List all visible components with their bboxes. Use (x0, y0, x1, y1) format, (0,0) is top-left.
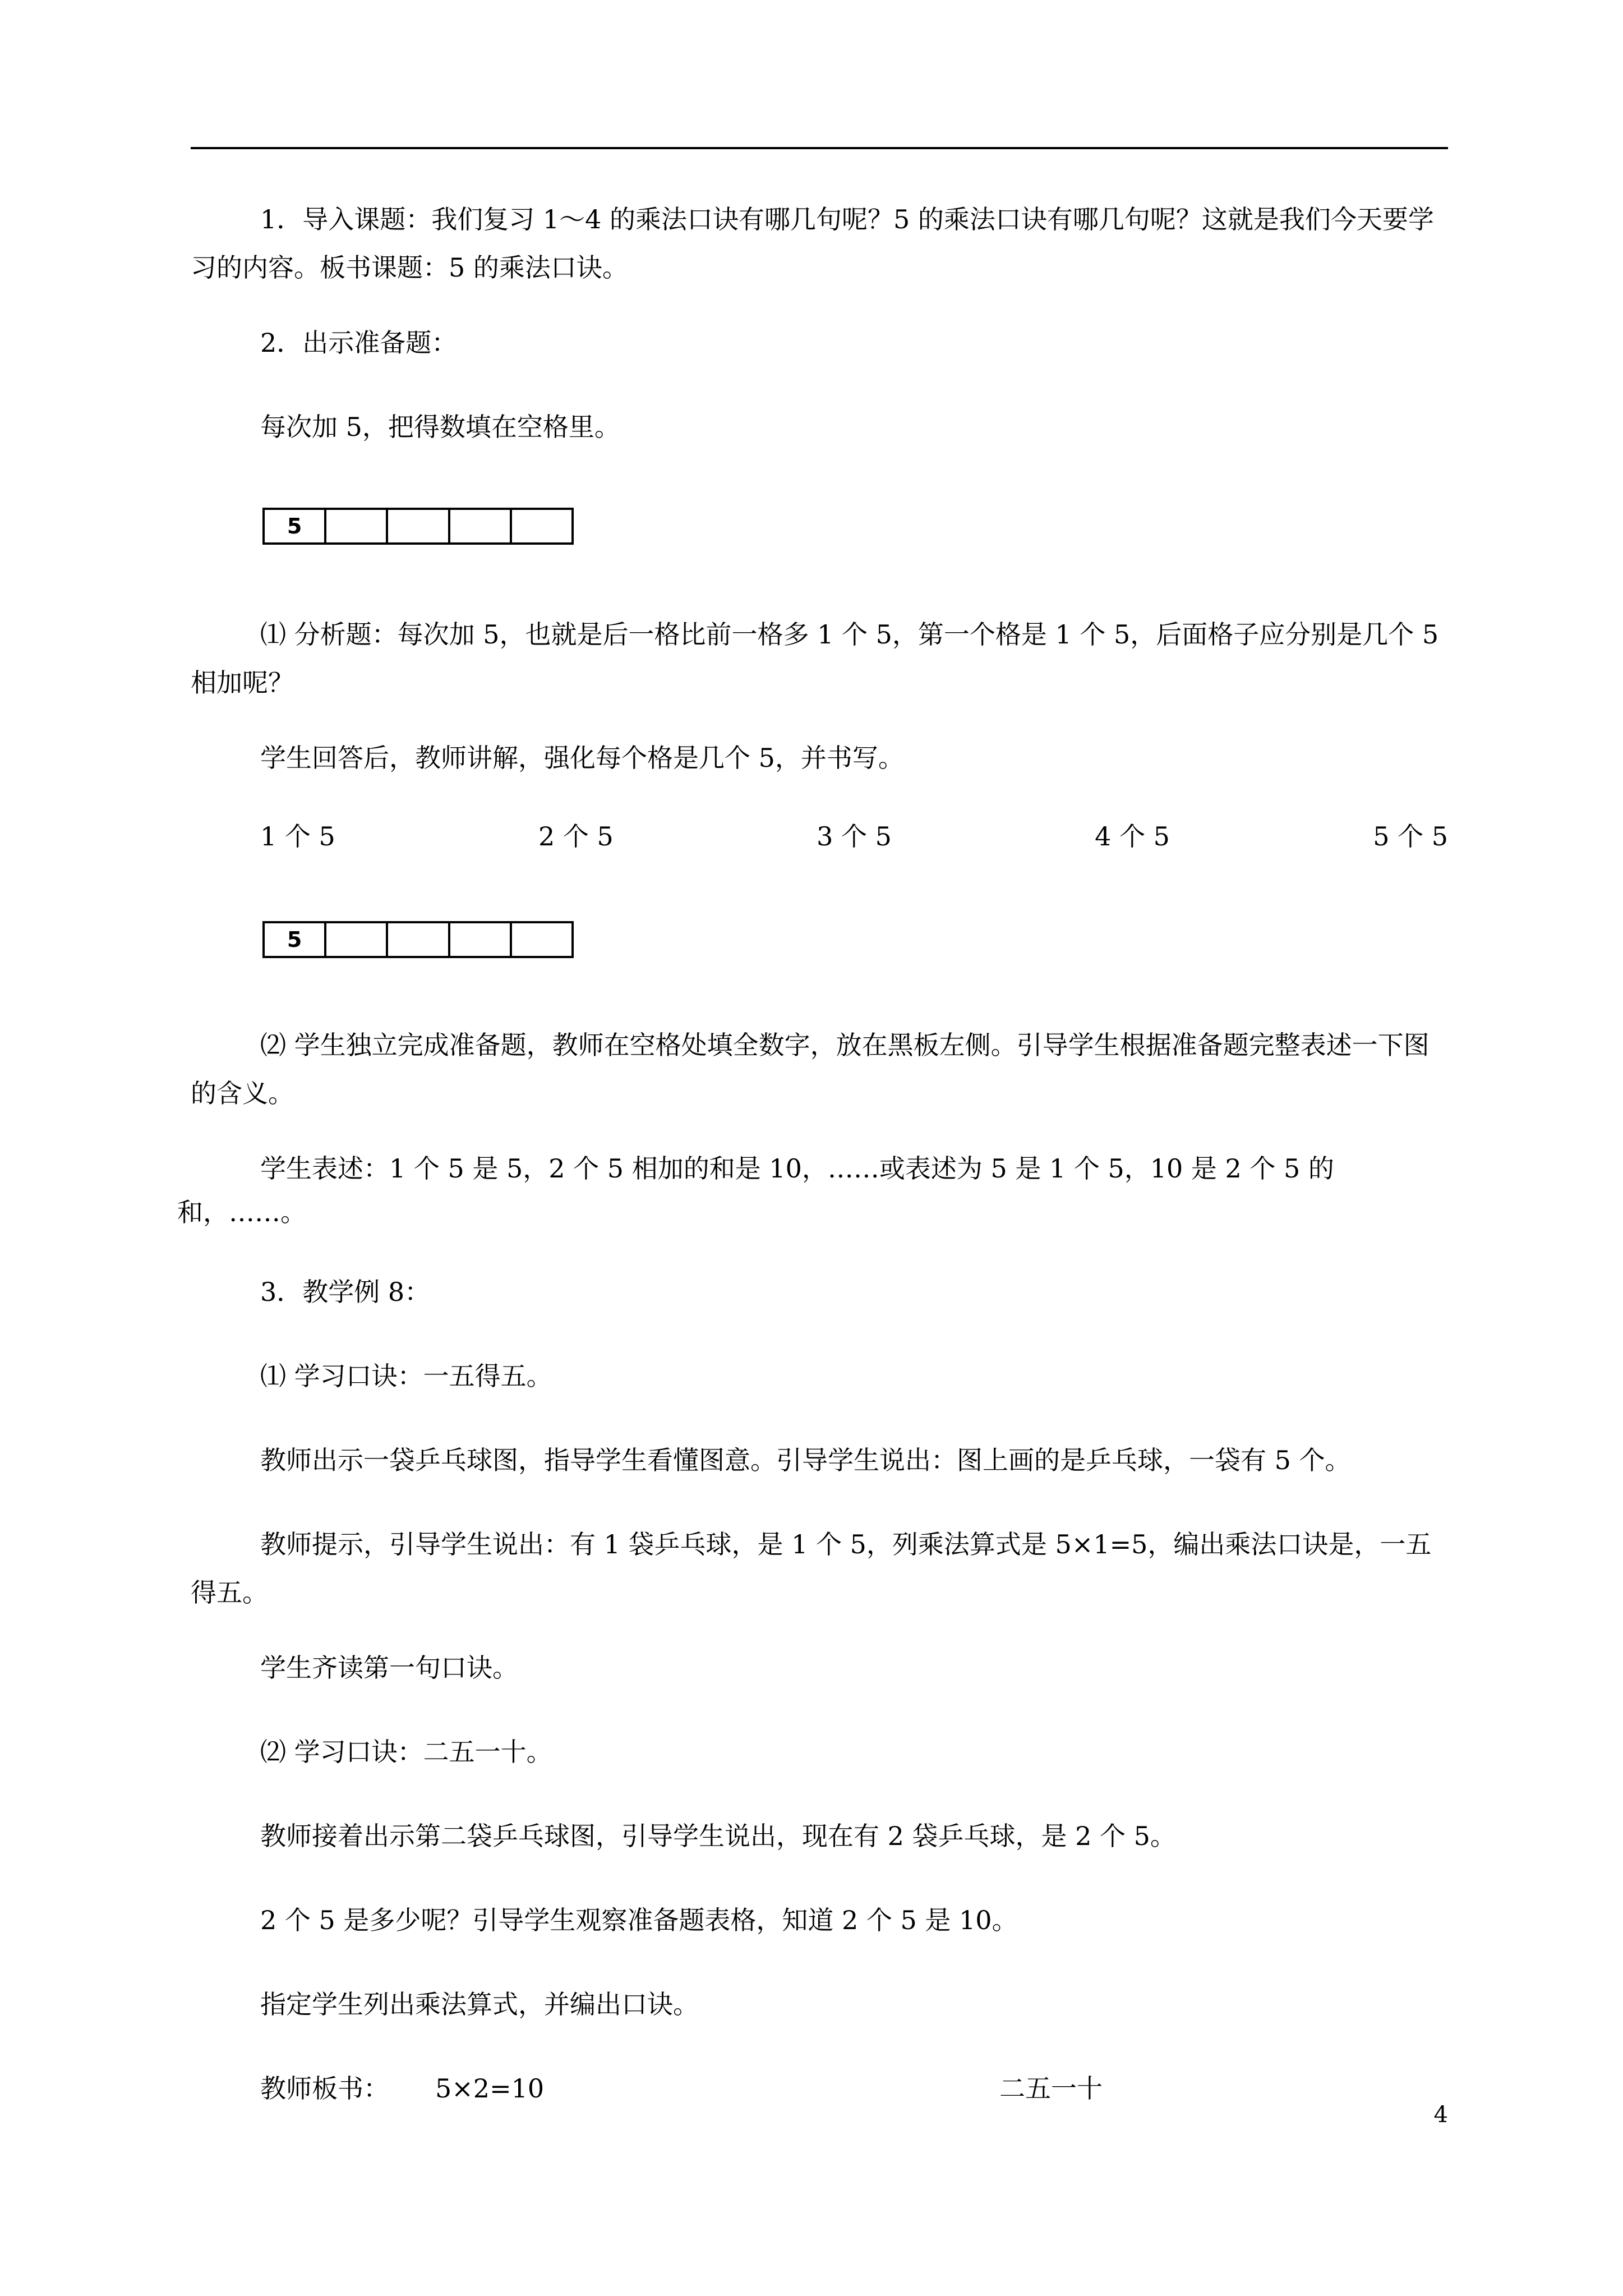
grid-cell (324, 923, 386, 956)
number-grid-bottom (262, 921, 574, 958)
grid-cell: 5 (287, 514, 302, 539)
number-grid-top (262, 508, 574, 545)
student-statement-line2: 和，……。 (177, 1197, 306, 1227)
paragraph-second-bag: 教师接着出示第二袋乒乓球图，引导学生说出，现在有 2 袋乒乓球，是 2 个 5。 (260, 1821, 1176, 1851)
grid-cell (510, 510, 571, 542)
paragraph-read-aloud: 学生齐读第一句口诀。 (260, 1653, 518, 1683)
count-label: 2 个 5 (538, 821, 614, 852)
grid-cell (510, 923, 571, 956)
paragraph-teacher-prompt: 教师提示，引导学生说出：有 1 袋乒乓球，是 1 个 5，列乘法算式是 5×1=5，编出乘法口诀是，一五得五。 (191, 1529, 1432, 1608)
grid-cell (386, 923, 448, 956)
paragraph-show-bag: 教师出示一袋乒乓球图，指导学生看懂图意。引导学生说出：图上画的是乒乓球，一袋有 5 个。 (260, 1445, 1351, 1475)
grid-cell (448, 510, 510, 542)
grid-cell (386, 510, 448, 542)
count-labels-row (260, 812, 1448, 861)
student-statement-line1: 学生表述：1 个 5 是 5，2 个 5 相加的和是 10，……或表述为 5 是 1 个 5，10 是 2 个 5 的 (260, 1153, 1334, 1184)
paragraph-how-many: 2 个 5 是多少呢？引导学生观察准备题表格，知道 2 个 5 是 10。 (260, 1905, 1018, 1935)
paragraph-rhyme-two: ⑵ 学习口诀：二五一十。 (260, 1737, 552, 1767)
board-label: 教师板书： (260, 2073, 389, 2104)
page-number: 4 (1433, 2102, 1448, 2128)
grid-cell (324, 510, 386, 542)
paragraph-independent-work: ⑵ 学生独立完成准备题，教师在空格处填全数字，放在黑板左侧。引导学生根据准备题完整表述一下图的含义。 (191, 1030, 1430, 1108)
paragraph-intro: 1．导入课题：我们复习 1～4 的乘法口诀有哪几句呢？5 的乘法口诀有哪几句呢？这就是我们今天要学习的内容。板书课题：5 的乘法口诀。 (191, 204, 1434, 283)
count-label: 1 个 5 (260, 821, 335, 852)
count-label: 4 个 5 (1095, 821, 1170, 852)
header-rule (191, 147, 1448, 149)
count-label: 3 个 5 (817, 821, 892, 852)
paragraph-analysis: ⑴ 分析题：每次加 5，也就是后一格比前一格多 1 个 5，第一个格是 1 个 5，后面格子应分别是几个 5 相加呢？ (191, 619, 1439, 698)
board-rhyme: 二五一十 (999, 2073, 1103, 2104)
board-equation: 5×2=10 (435, 2073, 545, 2104)
paragraph-prep-instruction: 每次加 5，把得数填在空格里。 (260, 412, 620, 442)
paragraph-explanation: 学生回答后，教师讲解，强化每个格是几个 5，并书写。 (260, 743, 904, 773)
paragraph-rhyme-one: ⑴ 学习口诀：一五得五。 (260, 1361, 552, 1391)
paragraph-assign-student: 指定学生列出乘法算式，并编出口诀。 (260, 1989, 699, 2019)
paragraph-example-title: 3．教学例 8： (260, 1277, 431, 1307)
grid-cell (448, 923, 510, 956)
grid-cell: 5 (287, 927, 302, 952)
paragraph-prep-title: 2．出示准备题： (260, 328, 458, 358)
count-label: 5 个 5 (1373, 821, 1448, 852)
